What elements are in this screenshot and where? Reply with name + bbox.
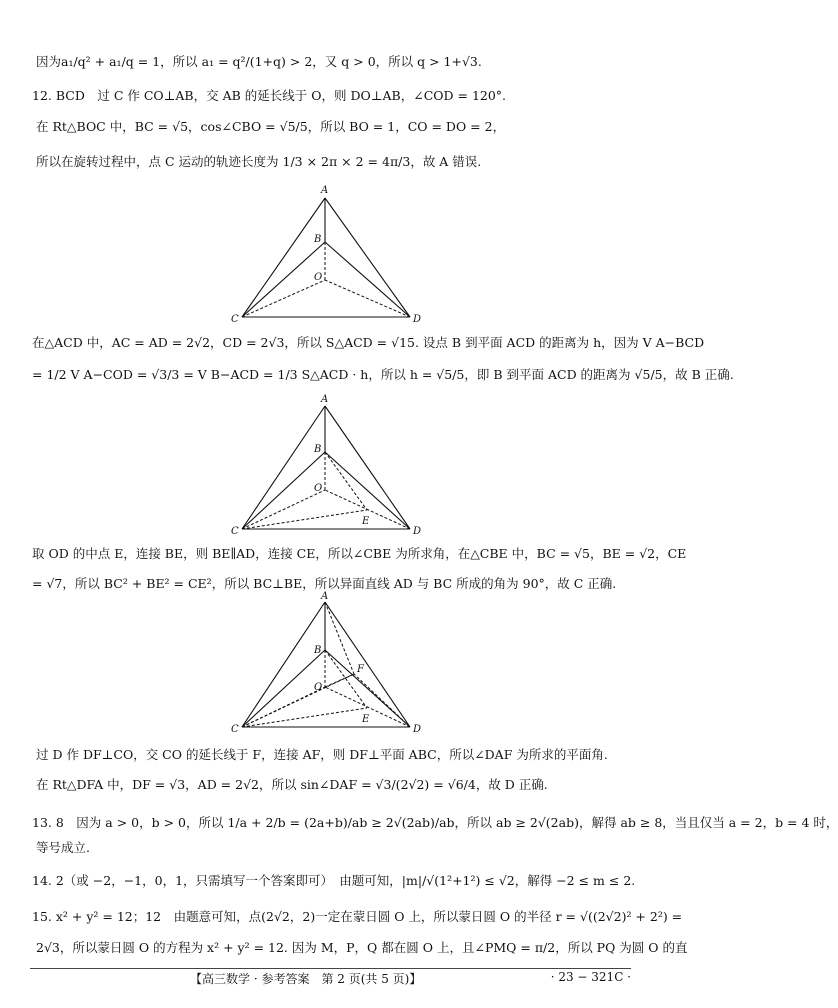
footer-rule <box>30 968 631 969</box>
question-13-line-1: 13. 8 因为 a > 0，b > 0，所以 1/a + 2/b = (2a+b)/ab ≥ 2√(2ab)/ab，所以 ab ≥ 2√(2ab)，解得 ab ≥ 8，当且仅当 a = 2，b = 4 时， <box>32 815 838 830</box>
text-line-5: 在△ACD 中，AC = AD = 2√2，CD = 2√3，所以 S△ACD = √15. 设点 B 到平面 ACD 的距离为 h，因为 V A−BCD <box>32 335 705 350</box>
question-13-line-2: 等号成立. <box>36 840 90 855</box>
label-A: A <box>321 185 329 196</box>
label-C: C <box>231 724 239 735</box>
label-B: B <box>314 234 322 245</box>
footer-code: · 23 − 321C · <box>550 970 631 984</box>
question-15-line-1: 15. x² + y² = 12；12 由题意可知，点(2√2，2)一定在蒙日圆 O 上，所以蒙日圆 O 的半径 r = √((2√2)² + 2²) = <box>32 909 683 924</box>
label-D: D <box>413 526 422 537</box>
text-line-9: 过 D 作 DF⊥CO，交 CO 的延长线于 F，连接 AF，则 DF⊥平面 ABC，所以∠DAF 为所求的平面角. <box>36 747 608 762</box>
text-line-7: 取 OD 的中点 E，连接 BE，则 BE∥AD，连接 CE，所以∠CBE 为所求角，在△CBE 中，BC = √5，BE = √2，CE <box>32 546 687 561</box>
text-line-6: = 1/2 V A−COD = √3/3 = V B−ACD = 1/3 S△ACD · h，所以 h = √5/5，即 B 到平面 ACD 的距离为 √5/5，故 B 正确. <box>32 367 734 382</box>
question-14-line: 14. 2（或 −2，−1，0，1，只需填写一个答案即可） 由题可知，|m|/√(1²+1²) ≤ √2，解得 −2 ≤ m ≤ 2. <box>32 873 636 888</box>
label-B: B <box>314 444 322 455</box>
text-line-4: 所以在旋转过程中，点 C 运动的轨迹长度为 1/3 × 2π × 2 = 4π/3，故 A 错误. <box>36 154 482 169</box>
label-A: A <box>321 591 329 602</box>
footer-page-info: 【高三数学 · 参考答案 第 2 页(共 5 页)】 <box>190 972 422 986</box>
label-F: F <box>357 664 364 675</box>
question-15-line-2: 2√3，所以蒙日圆 O 的方程为 x² + y² = 12. 因为 M，P，Q 都在圆 O 上，且∠PMQ = π/2，所以 PQ 为圆 O 的直 <box>36 940 688 955</box>
label-O: O <box>314 682 323 693</box>
label-C: C <box>231 526 239 537</box>
page-footer <box>0 968 653 992</box>
label-B: B <box>314 645 322 656</box>
figure-tetrahedron-2 <box>220 392 440 540</box>
text-line-3: 在 Rt△BOC 中，BC = √5，cos∠CBO = √5/5，所以 BO = 1，CO = DO = 2， <box>36 119 506 134</box>
label-E: E <box>362 516 370 527</box>
question-12-header: 12. BCD 过 C 作 CO⊥AB，交 AB 的延长线于 O，则 DO⊥AB，∠COD = 120°. <box>32 88 507 103</box>
label-O: O <box>314 272 323 283</box>
label-A: A <box>321 394 329 405</box>
label-O: O <box>314 483 323 494</box>
text-line-10: 在 Rt△DFA 中，DF = √3，AD = 2√2，所以 sin∠DAF = √3/(2√2) = √6/4，故 D 正确. <box>36 777 548 792</box>
text-line-1: 因为a₁/q² + a₁/q = 1，所以 a₁ = q²/(1+q) > 2，又 q > 0，所以 q > 1+√3. <box>36 54 482 69</box>
figure-tetrahedron-1 <box>220 180 440 325</box>
label-C: C <box>231 314 239 325</box>
figure-tetrahedron-3 <box>220 590 440 738</box>
label-D: D <box>413 724 422 735</box>
label-D: D <box>413 314 422 325</box>
text-line-8: = √7，所以 BC² + BE² = CE²，所以 BC⊥BE，所以异面直线 AD 与 BC 所成的角为 90°，故 C 正确. <box>32 576 617 591</box>
label-E: E <box>362 714 370 725</box>
